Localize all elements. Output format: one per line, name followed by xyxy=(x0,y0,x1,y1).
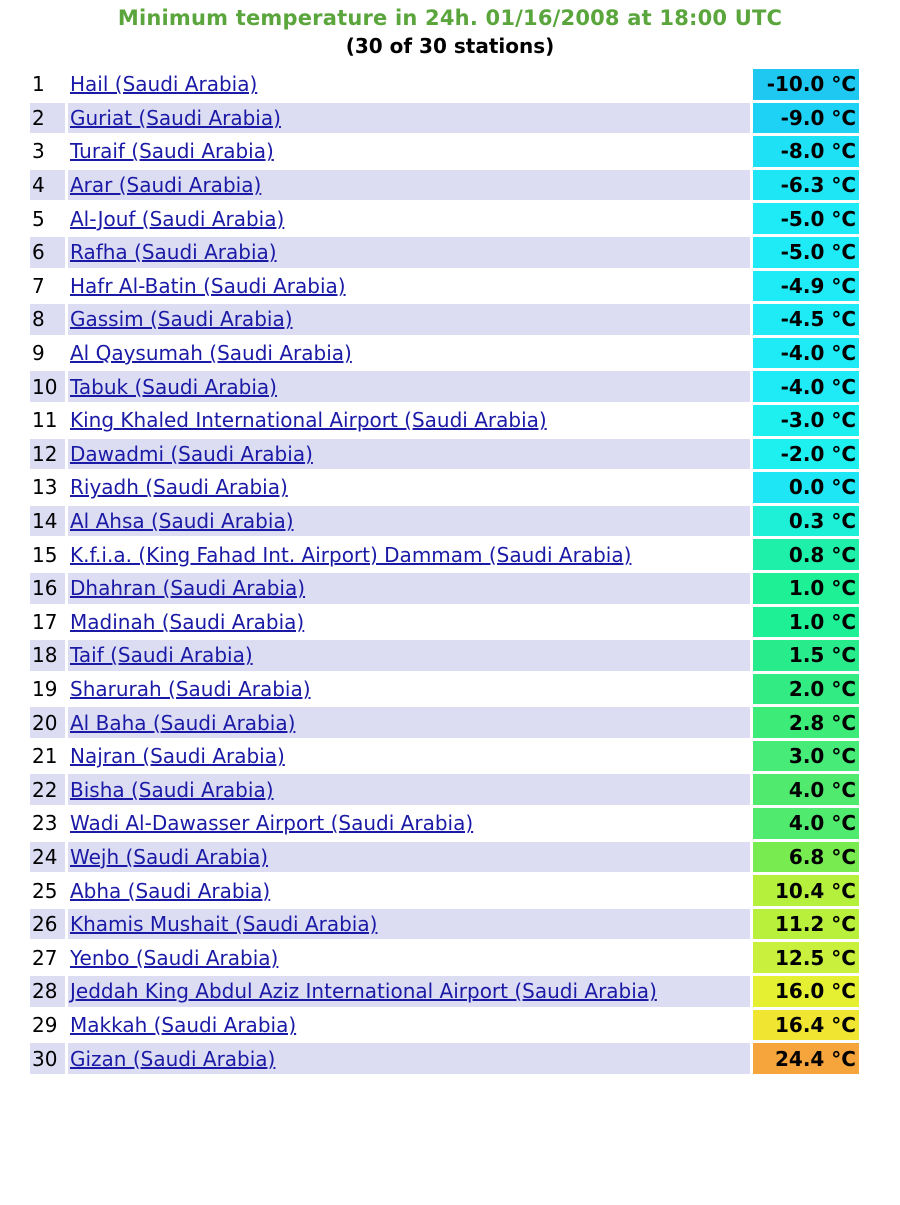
min-temperature: -4.5 °C xyxy=(753,304,859,335)
station-link[interactable]: Tabuk (Saudi Arabia) xyxy=(70,374,277,399)
table-row xyxy=(30,573,859,604)
station-rank: 17 xyxy=(30,607,65,638)
min-temperature: -10.0 °C xyxy=(753,69,859,100)
table-row xyxy=(30,506,859,537)
station-name-cell xyxy=(68,371,750,402)
station-rank: 1 xyxy=(30,69,65,100)
station-link[interactable]: Gassim (Saudi Arabia) xyxy=(70,307,293,332)
station-link[interactable]: Wadi Al-Dawasser Airport (Saudi Arabia) xyxy=(70,811,474,836)
station-name-cell xyxy=(68,539,750,570)
station-link[interactable]: Turaif (Saudi Arabia) xyxy=(70,139,274,164)
station-link[interactable]: Hafr Al-Batin (Saudi Arabia) xyxy=(70,273,346,298)
min-temperature: -3.0 °C xyxy=(753,405,859,436)
table-row xyxy=(30,942,859,973)
station-link[interactable]: Hail (Saudi Arabia) xyxy=(70,72,258,97)
station-rank: 18 xyxy=(30,640,65,671)
min-temperature: 4.0 °C xyxy=(753,774,859,805)
min-temperature: 12.5 °C xyxy=(753,942,859,973)
min-temperature: -4.9 °C xyxy=(753,271,859,302)
stations-table-body xyxy=(30,69,859,1074)
station-name-cell xyxy=(68,304,750,335)
station-name-cell xyxy=(68,1010,750,1041)
station-link[interactable]: Gizan (Saudi Arabia) xyxy=(70,1046,276,1071)
station-name-cell xyxy=(68,439,750,470)
table-row xyxy=(30,707,859,738)
table-row xyxy=(30,136,859,167)
station-name-cell xyxy=(68,472,750,503)
table-row xyxy=(30,909,859,940)
station-link[interactable]: Khamis Mushait (Saudi Arabia) xyxy=(70,912,378,937)
station-rank: 4 xyxy=(30,170,65,201)
station-name-cell xyxy=(68,136,750,167)
station-name-cell xyxy=(68,909,750,940)
table-row xyxy=(30,170,859,201)
station-name-cell xyxy=(68,237,750,268)
min-temperature: -4.0 °C xyxy=(753,371,859,402)
station-rank: 24 xyxy=(30,842,65,873)
station-rank: 6 xyxy=(30,237,65,268)
station-name-cell xyxy=(68,170,750,201)
station-rank: 7 xyxy=(30,271,65,302)
station-rank: 26 xyxy=(30,909,65,940)
station-rank: 19 xyxy=(30,674,65,705)
table-row xyxy=(30,842,859,873)
min-temperature: 2.8 °C xyxy=(753,707,859,738)
table-row xyxy=(30,774,859,805)
table-row xyxy=(30,405,859,436)
station-link[interactable]: K.f.i.a. (King Fahad Int. Airport) Dammam (Saudi Arabia) xyxy=(70,542,632,567)
station-rank: 2 xyxy=(30,103,65,134)
station-name-cell xyxy=(68,674,750,705)
station-link[interactable]: Al Ahsa (Saudi Arabia) xyxy=(70,509,294,534)
min-temperature: 2.0 °C xyxy=(753,674,859,705)
min-temperature: 11.2 °C xyxy=(753,909,859,940)
station-link[interactable]: Guriat (Saudi Arabia) xyxy=(70,105,281,130)
station-rank: 30 xyxy=(30,1043,65,1074)
station-link[interactable]: Madinah (Saudi Arabia) xyxy=(70,609,305,634)
station-link[interactable]: Dhahran (Saudi Arabia) xyxy=(70,576,306,601)
min-temperature: 6.8 °C xyxy=(753,842,859,873)
station-rank: 21 xyxy=(30,741,65,772)
station-rank: 29 xyxy=(30,1010,65,1041)
table-row xyxy=(30,741,859,772)
table-row xyxy=(30,607,859,638)
min-temperature: 1.0 °C xyxy=(753,607,859,638)
station-name-cell xyxy=(68,842,750,873)
min-temperature: -5.0 °C xyxy=(753,237,859,268)
station-rank: 10 xyxy=(30,371,65,402)
min-temperature: 0.0 °C xyxy=(753,472,859,503)
station-rank: 3 xyxy=(30,136,65,167)
station-name-cell xyxy=(68,573,750,604)
table-row xyxy=(30,875,859,906)
station-link[interactable]: Dawadmi (Saudi Arabia) xyxy=(70,441,313,466)
station-name-cell xyxy=(68,808,750,839)
station-rank: 28 xyxy=(30,976,65,1007)
station-rank: 25 xyxy=(30,875,65,906)
station-name-cell xyxy=(68,506,750,537)
station-link[interactable]: Arar (Saudi Arabia) xyxy=(70,173,262,198)
station-name-cell xyxy=(68,607,750,638)
station-link[interactable]: Abha (Saudi Arabia) xyxy=(70,878,271,903)
table-row xyxy=(30,271,859,302)
station-rank: 8 xyxy=(30,304,65,335)
station-link[interactable]: King Khaled International Airport (Saudi Arabia) xyxy=(70,408,547,433)
station-rank: 16 xyxy=(30,573,65,604)
min-temperature: -4.0 °C xyxy=(753,338,859,369)
table-row xyxy=(30,808,859,839)
station-name-cell xyxy=(68,1043,750,1074)
table-row xyxy=(30,203,859,234)
station-link[interactable]: Jeddah King Abdul Aziz International Airport (Saudi Arabia) xyxy=(70,979,657,1004)
min-temperature: 1.0 °C xyxy=(753,573,859,604)
station-link[interactable]: Taif (Saudi Arabia) xyxy=(70,643,253,668)
station-rank: 12 xyxy=(30,439,65,470)
station-link[interactable]: Al Baha (Saudi Arabia) xyxy=(70,710,296,735)
table-row xyxy=(30,371,859,402)
station-link[interactable]: Makkah (Saudi Arabia) xyxy=(70,1012,297,1037)
min-temperature: 3.0 °C xyxy=(753,741,859,772)
station-link[interactable]: Al-Jouf (Saudi Arabia) xyxy=(70,206,285,231)
station-rank: 14 xyxy=(30,506,65,537)
min-temperature: -5.0 °C xyxy=(753,203,859,234)
table-row xyxy=(30,439,859,470)
station-link[interactable]: Rafha (Saudi Arabia) xyxy=(70,240,277,265)
station-rank: 5 xyxy=(30,203,65,234)
station-link[interactable]: Riyadh (Saudi Arabia) xyxy=(70,475,288,500)
station-rank: 13 xyxy=(30,472,65,503)
station-name-cell xyxy=(68,875,750,906)
stations-table xyxy=(27,66,862,1077)
table-row xyxy=(30,976,859,1007)
min-temperature: 10.4 °C xyxy=(753,875,859,906)
station-link[interactable]: Yenbo (Saudi Arabia) xyxy=(70,945,279,970)
station-name-cell xyxy=(68,69,750,100)
page-title: Minimum temperature in 24h. 01/16/2008 at 18:00 UTC xyxy=(117,6,783,30)
table-row xyxy=(30,338,859,369)
station-name-cell xyxy=(68,942,750,973)
min-temperature: -9.0 °C xyxy=(753,103,859,134)
station-rank: 27 xyxy=(30,942,65,973)
table-row xyxy=(30,103,859,134)
table-row xyxy=(30,640,859,671)
min-temperature: 16.4 °C xyxy=(753,1010,859,1041)
table-row xyxy=(30,69,859,100)
table-row xyxy=(30,1043,859,1074)
station-name-cell xyxy=(68,976,750,1007)
station-count: (30 of 30 stations) xyxy=(345,34,555,58)
min-temperature: 0.8 °C xyxy=(753,539,859,570)
table-row xyxy=(30,472,859,503)
station-rank: 20 xyxy=(30,707,65,738)
station-rank: 22 xyxy=(30,774,65,805)
table-row xyxy=(30,304,859,335)
min-temperature: -2.0 °C xyxy=(753,439,859,470)
station-rank: 9 xyxy=(30,338,65,369)
table-row xyxy=(30,1010,859,1041)
min-temperature: -6.3 °C xyxy=(753,170,859,201)
station-name-cell xyxy=(68,405,750,436)
station-link[interactable]: Najran (Saudi Arabia) xyxy=(70,744,285,769)
min-temperature: -8.0 °C xyxy=(753,136,859,167)
station-name-cell xyxy=(68,707,750,738)
station-name-cell xyxy=(68,774,750,805)
table-row xyxy=(30,237,859,268)
min-temperature: 24.4 °C xyxy=(753,1043,859,1074)
station-rank: 15 xyxy=(30,539,65,570)
station-link[interactable]: Bisha (Saudi Arabia) xyxy=(70,777,274,802)
station-name-cell xyxy=(68,741,750,772)
station-link[interactable]: Al Qaysumah (Saudi Arabia) xyxy=(70,341,352,366)
min-temperature: 0.3 °C xyxy=(753,506,859,537)
station-name-cell xyxy=(68,103,750,134)
station-name-cell xyxy=(68,271,750,302)
station-rank: 11 xyxy=(30,405,65,436)
station-name-cell xyxy=(68,640,750,671)
station-rank: 23 xyxy=(30,808,65,839)
station-link[interactable]: Sharurah (Saudi Arabia) xyxy=(70,676,311,701)
station-name-cell xyxy=(68,203,750,234)
min-temperature: 16.0 °C xyxy=(753,976,859,1007)
table-row xyxy=(30,674,859,705)
station-name-cell xyxy=(68,338,750,369)
table-row xyxy=(30,539,859,570)
station-link[interactable]: Wejh (Saudi Arabia) xyxy=(70,844,269,869)
min-temperature: 1.5 °C xyxy=(753,640,859,671)
min-temperature: 4.0 °C xyxy=(753,808,859,839)
